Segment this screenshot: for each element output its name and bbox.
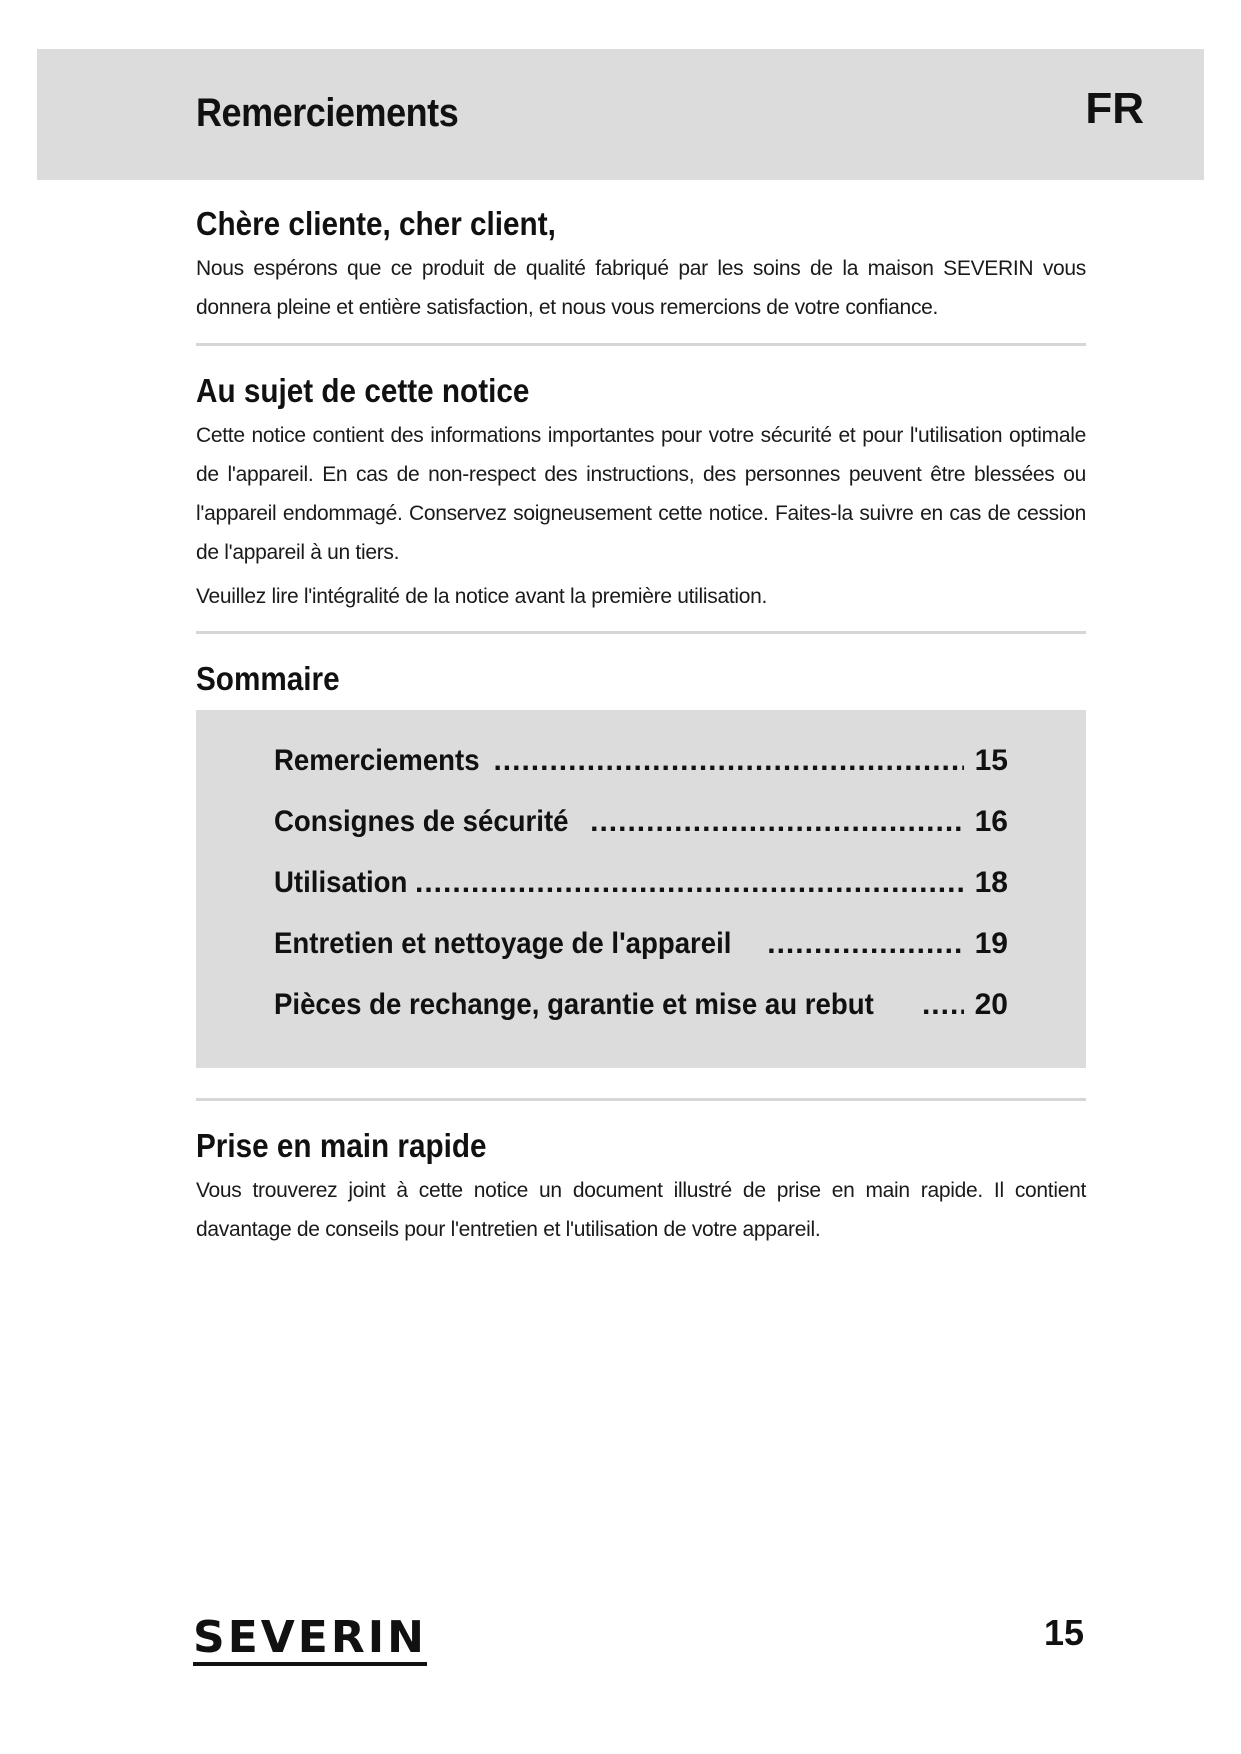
toc-leader: [415, 866, 964, 900]
divider: [196, 631, 1086, 634]
toc-entry[interactable]: [274, 988, 1008, 1022]
toc-entry[interactable]: [274, 744, 1008, 778]
toc-entry-page: 18: [974, 866, 1008, 899]
toc-leader: [493, 744, 964, 778]
toc-entry[interactable]: [274, 927, 1008, 961]
summary-heading: Sommaire: [196, 660, 340, 697]
quickstart-heading: Prise en main rapide: [196, 1127, 487, 1164]
content: [196, 205, 1086, 1249]
quickstart-text: Vous trouverez joint à cette notice un document illustré de prise en main rapide. Il contient davantage de conseils pour l'entretien et l'utilisation de votre appareil.: [196, 1179, 1086, 1241]
table-of-contents: [196, 710, 1086, 1068]
page-number: 15: [1043, 1612, 1084, 1653]
toc-entry-label: Pièces de rechange, garantie et mise au rebut: [274, 988, 874, 1021]
toc-entry-label: Consignes de sécurité: [274, 805, 569, 838]
greeting-heading: Chère cliente, cher client,: [196, 205, 556, 242]
toc-entry[interactable]: [274, 866, 1008, 900]
greeting-text: Nous espérons que ce produit de qualité fabriqué par les soins de la maison SEVERIN vous donnera pleine et entière satisfaction, et nous vous remercions de votre confiance.: [196, 257, 1086, 319]
toc-entry-page: 20: [974, 988, 1008, 1021]
toc-leader: [922, 988, 964, 1022]
about-text-2: Veuillez lire l'intégralité de la notice avant la première utilisation.: [196, 585, 768, 608]
about-heading: Au sujet de cette notice: [196, 372, 530, 409]
toc-entry-label: Utilisation: [274, 866, 408, 899]
language-code: FR: [1085, 84, 1144, 133]
toc-entry-page: 19: [974, 927, 1008, 960]
page-title: Remerciements: [196, 91, 459, 135]
toc-entry-page: 16: [974, 805, 1008, 838]
toc-entry[interactable]: [274, 805, 1008, 839]
divider: [196, 1098, 1086, 1101]
toc-leader: [590, 805, 964, 839]
divider: [196, 343, 1086, 346]
toc-entry-page: 15: [974, 744, 1008, 777]
toc-entry-label: Remerciements: [274, 744, 480, 777]
about-text: Cette notice contient des informations importantes pour votre sécurité et pour l'utilisation optimale de l'appareil. En cas de non-respect des instructions, des personnes peuvent être blessées ou l'appareil endommagé. Conservez soigneusement cette notice. Faites-la suivre en cas de cession de l'appareil à un tiers.: [196, 424, 1086, 564]
severin-logo: SEVERIN: [193, 1616, 427, 1666]
toc-leader: [767, 927, 964, 961]
toc-entry-label: Entretien et nettoyage de l'appareil: [274, 927, 732, 960]
